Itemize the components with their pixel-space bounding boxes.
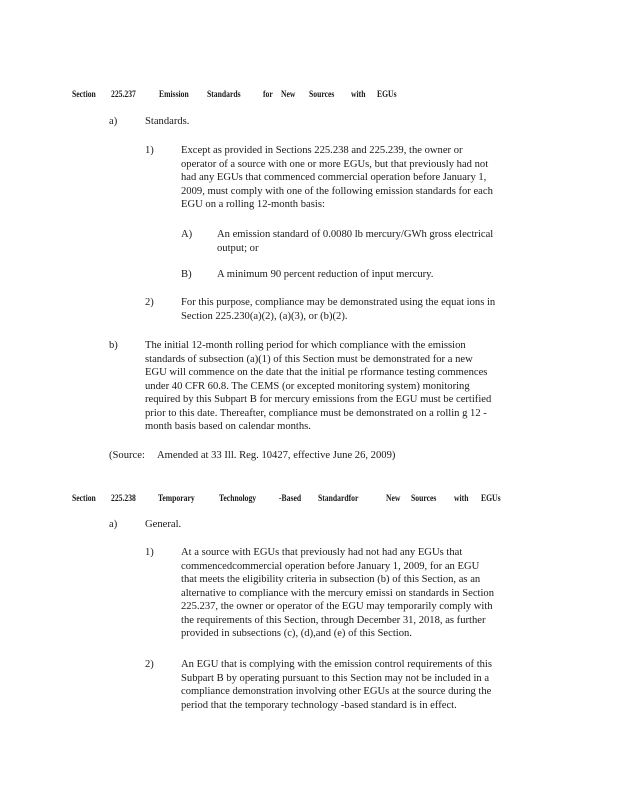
paragraph-line: operator of a source with one or more EGUs, but that previously had not: [181, 158, 489, 170]
paragraph-line: The initial 12-month rolling period for which compliance with the emission: [145, 340, 466, 351]
source-text: Amended at 33 Ill. Reg. 10427, effective June 26, 2009): [157, 450, 396, 461]
section-label: Section: [72, 493, 96, 503]
clause-marker: B): [181, 269, 192, 280]
clause-a-1-A: [217, 228, 527, 255]
paragraph-line: compliance demonstration involving other EGUs at the source during the: [181, 686, 492, 697]
heading-word: EGUs: [481, 493, 501, 503]
paragraph-line: An EGU that is complying with the emission control requirements of this: [181, 659, 492, 670]
subsection-b: [145, 339, 535, 434]
paragraph-line: required by this Subpart B for mercury emissions from the EGU must be certified: [145, 394, 492, 405]
paragraph-a-1: [181, 144, 533, 212]
subsection-marker: a): [109, 116, 118, 127]
clause-line: An emission standard of 0.0080 lb mercury/GWh gross electrical: [217, 229, 494, 240]
paragraph-line: under 40 CFR 60.8. The CEMS (or excepted monitoring system) monitoring: [145, 380, 470, 392]
paragraph-line: had any EGUs that commenced commercial operation before January 1,: [181, 172, 487, 183]
clause-marker: A): [181, 229, 193, 240]
paragraph-line: 2009, must comply with one of the following emission standards for each: [181, 185, 493, 197]
heading-word: Standardfor: [318, 493, 359, 503]
paragraph-line: period that the temporary technology -based standard is in effect.: [181, 699, 457, 711]
paragraph-line: standards of subsection (a)(1) of this Section must be demonstrated for a new: [145, 353, 473, 365]
subsection-title: General.: [145, 519, 182, 530]
paragraph-line: commencedcommercial operation before January 1, 2009, for an EGU: [181, 560, 480, 572]
paragraph-line: alternative to compliance with the mercury emissi on standards in Section: [181, 587, 495, 599]
paragraph-marker: 2): [145, 297, 154, 308]
subsection-title: Standards.: [145, 116, 190, 127]
paragraph-line: EGU will commence on the date that the initial pe rformance testing commences: [145, 367, 488, 378]
heading-word: New: [386, 493, 401, 503]
subsection-marker: a): [109, 519, 118, 530]
paragraph-line: Section 225.230(a)(2), (a)(3), or (b)(2).: [181, 310, 348, 322]
paragraph-marker: 1): [145, 547, 154, 558]
heading-word: Standards: [207, 89, 241, 99]
heading-word: with: [351, 89, 366, 99]
paragraph-line: that meets the eligibility criteria in subsection (b) of this Section, as an: [181, 574, 481, 585]
section-number: 225.237: [111, 89, 136, 99]
paragraph-line: For this purpose, compliance may be demonstrated using the equat ions in: [181, 297, 496, 308]
section-label: Section: [72, 89, 96, 99]
paragraph-line: month basis based on calendar months.: [145, 421, 311, 432]
clause-a-1-B: [217, 268, 527, 282]
paragraph-line: prior to this date. Thereafter, compliance must be demonstrated on a rollin g 12 -: [145, 407, 487, 419]
heading-word: Emission: [159, 89, 189, 99]
subsection-marker: b): [109, 340, 118, 351]
paragraph-line: the requirements of this Section, through December 31, 2018, as further: [181, 614, 486, 626]
clause-line: A minimum 90 percent reduction of input mercury.: [217, 269, 434, 280]
paragraph-marker: 2): [145, 659, 154, 670]
source-label: (Source:: [109, 450, 145, 461]
heading-word: Technology: [219, 493, 257, 503]
paragraph-line: Except as provided in Sections 225.238 and 225.239, the owner or: [181, 145, 463, 156]
paragraph-marker: 1): [145, 145, 154, 156]
paragraph-line: Subpart B by operating pursuant to this Section may not be included in a: [181, 672, 490, 684]
paragraph-line: provided in subsections (c), (d),and (e) of this Section.: [181, 628, 412, 639]
heading-word: with: [454, 493, 469, 503]
heading-word: for: [263, 89, 273, 99]
paragraph-a-2: [181, 296, 536, 323]
paragraph-line: EGU on a rolling 12-month basis:: [181, 199, 325, 210]
clause-line: output; or: [217, 242, 259, 254]
heading-word: -Based: [279, 493, 302, 503]
heading-word: Sources: [411, 493, 437, 503]
heading-word: EGUs: [377, 89, 397, 99]
section-number: 225.238: [111, 493, 136, 503]
paragraph-a-2: [181, 658, 533, 712]
paragraph-line: At a source with EGUs that previously had not had any EGUs that: [181, 547, 463, 558]
heading-word: Sources: [309, 89, 335, 99]
paragraph-a-1: [181, 546, 533, 641]
heading-word: New: [281, 89, 296, 99]
heading-word: Temporary: [158, 493, 195, 503]
paragraph-line: 225.237, the owner or operator of the EGU may temporarily comply with: [181, 601, 493, 612]
